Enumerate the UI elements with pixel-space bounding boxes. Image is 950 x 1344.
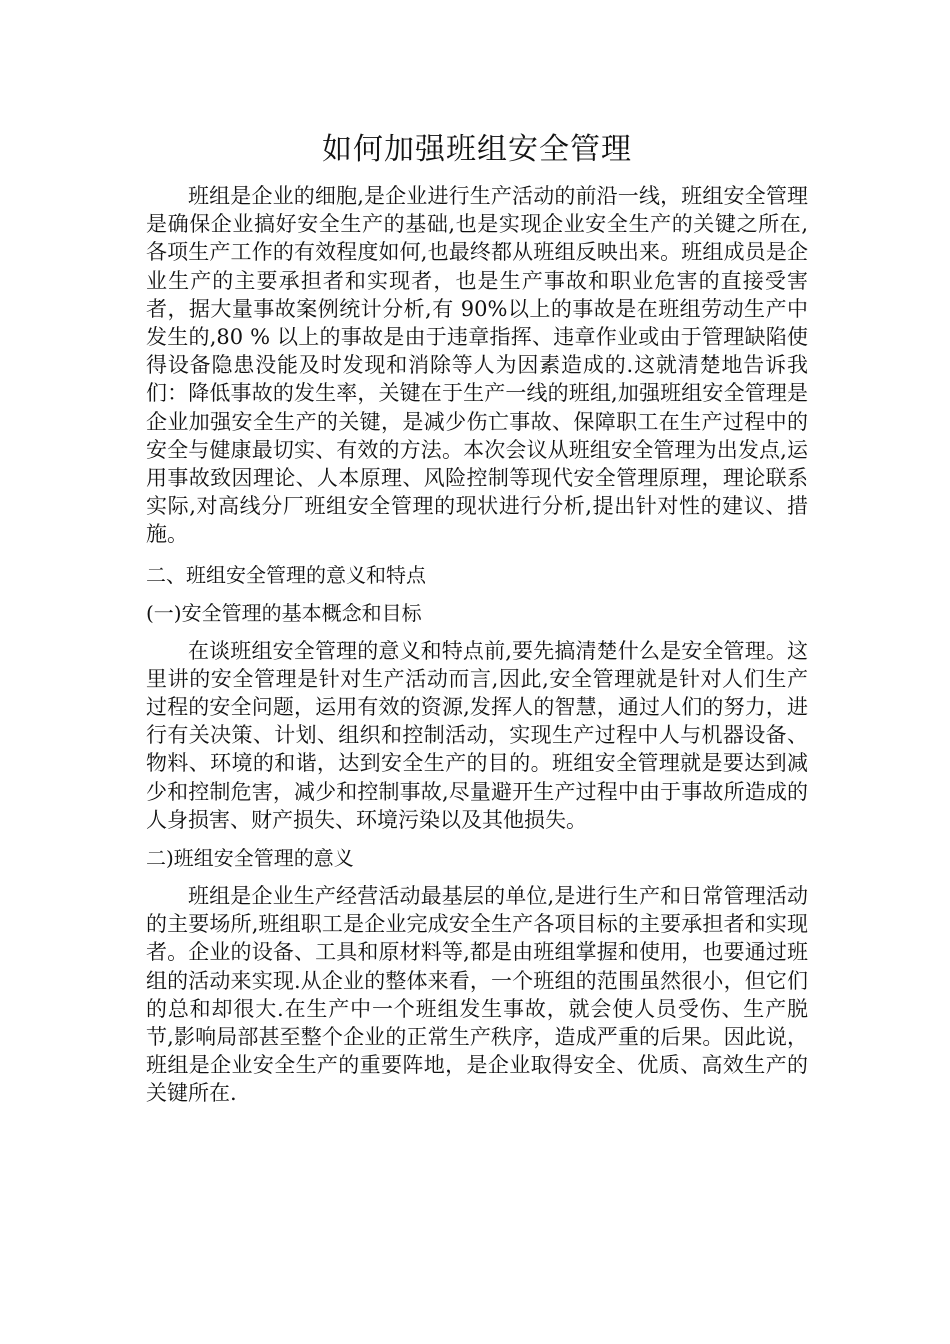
intro-paragraph: 班组是企业的细胞,是企业进行生产活动的前沿一线，班组安全管理是确保企业搞好安全生产的基础,也是实现企业安全生产的关键之所在,各项生产工作的有效程度如何,也最终都从班组反映出来。班组成员是企业生产的主要承担者和实现者，也是生产事故和职业危害的直接受害者，据大量事故案例统计分析,有 90%以上的事故是在班组劳动生产中发生的,80 % 以上的事故是由于违章指挥、违章作业或由于管理缺陷使得设备隐患没能及时发现和消除等人为因素造成的.这就清楚地告诉我们：降低事故的发生率，关键在于生产一线的班组,加强班组安全管理是企业加强安全生产的关键，是减少伤亡事故、保障职工在生产过程中的安全与健康最切实、有效的方法。本次会议从班组安全管理为出发点,运用事故致因理论、人本原理、风险控制等现代安全管理原理，理论联系实际,对高线分厂班组安全管理的现状进行分析,提出针对性的建议、措施。 <box>146 184 808 547</box>
subsection-heading-significance: 二)班组安全管理的意义 <box>146 846 354 871</box>
spacer <box>146 627 808 637</box>
significance-paragraph: 班组是企业生产经营活动最基层的单位,是进行生产和日常管理活动的主要场所,班组职工是企业完成安全生产各项目标的主要承担者和实现者。企业的设备、工具和原材料等,都是由班组掌握和使用，也要通过班组的活动来实现.从企业的整体来看，一个班组的范围虽然很小，但它们的总和却很大.在生产中一个班组发生事故，就会使人员受伤、生产脱节,影响局部甚至整个企业的正常生产秩序，造成严重的后果。因此说，班组是企业安全生产的重要阵地，是企业取得安全、优质、高效生产的关键所在. <box>146 884 808 1106</box>
spacer <box>146 589 808 599</box>
concept-paragraph: 在谈班组安全管理的意义和特点前,要先搞清楚什么是安全管理。这里讲的安全管理是针对生产活动而言,因此,安全管理就是针对人们生产过程的安全问题，运用有效的资源,发挥人的智慧，通过人们的努力，进行有关决策、计划、组织和控制活动，实现生产过程中人与机器设备、物料、环境的和谐，达到安全生产的目的。班组安全管理就是要达到减少和控制危害，减少和控制事故,尽量避开生产过程中由于事故所造成的人身损害、财产损失、环境污染以及其他损失。 <box>146 638 808 832</box>
subsection-heading-basic-concept: (一)安全管理的基本概念和目标 <box>146 600 422 625</box>
spacer <box>146 549 808 561</box>
document-title: 如何加强班组安全管理 <box>322 132 632 167</box>
spacer <box>146 872 808 882</box>
document-page <box>146 128 808 1108</box>
section-heading-significance-features: 二、班组安全管理的意义和特点 <box>146 562 426 587</box>
spacer <box>146 834 808 844</box>
